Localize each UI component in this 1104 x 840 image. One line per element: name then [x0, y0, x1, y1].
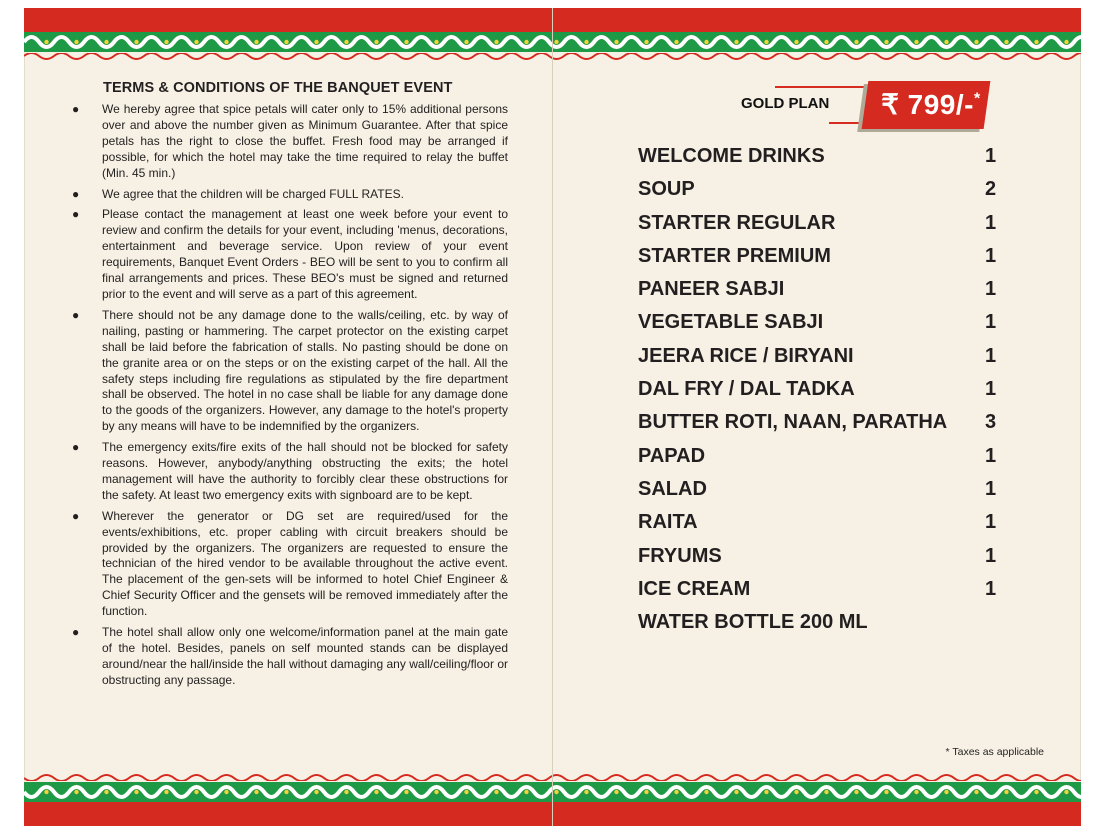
menu-row	[638, 344, 997, 378]
bullet-dot-icon: ●	[72, 508, 80, 523]
menu-item-name: VEGETABLE SABJI	[638, 311, 824, 334]
menu-item-name: RAITA	[638, 511, 698, 534]
menu-row	[638, 611, 913, 644]
terms-item	[68, 509, 508, 620]
menu-item-qty: 1	[985, 511, 997, 534]
menu-row	[638, 378, 997, 411]
menu-row	[638, 311, 997, 344]
menu-item-name: ICE CREAM	[638, 577, 751, 600]
menu-list	[638, 145, 997, 644]
menu-item-qty: 1	[985, 145, 997, 167]
menu-item-qty: 2	[985, 178, 997, 201]
menu-row	[638, 577, 997, 611]
price-value: ₹ 799/-	[881, 89, 974, 120]
menu-item-name: DAL FRY / DAL TADKA	[638, 378, 855, 401]
bullet-dot-icon: ●	[72, 307, 80, 322]
terms-item	[68, 440, 508, 504]
menu-row	[638, 477, 997, 511]
bullet-dot-icon: ●	[72, 207, 80, 222]
terms-item	[68, 625, 508, 689]
terms-item	[68, 308, 508, 435]
menu-item-qty: 1	[985, 211, 997, 234]
menu-item-qty: 1	[985, 278, 997, 301]
bullet-dot-icon: ●	[72, 440, 80, 455]
menu-item-qty: 1	[985, 477, 997, 500]
menu-item-name: SALAD	[638, 477, 707, 500]
menu-item-name: SOUP	[638, 178, 695, 201]
terms-title: TERMS & CONDITIONS OF THE BANQUET EVENT	[103, 80, 453, 96]
menu-item-name: BUTTER ROTI, NAAN, PARATHA	[638, 411, 948, 434]
menu-row	[638, 544, 997, 578]
menu-item-qty: 1	[985, 344, 997, 367]
terms-item	[68, 187, 508, 203]
menu-item-name: PANEER SABJI	[638, 278, 785, 301]
menu-item-qty: 1	[985, 378, 997, 401]
menu-row	[638, 278, 997, 311]
price-text	[881, 88, 981, 121]
menu-item-name: JEERA RICE / BIRYANI	[638, 344, 854, 367]
brochure-sheet	[24, 8, 1081, 826]
menu-item-qty: 1	[985, 544, 997, 567]
menu-item-name: STARTER REGULAR	[638, 211, 836, 234]
terms-item-text: We hereby agree that spice petals will cater only to 15% additional persons over and above the number given as Minimum Guarantee. After that spice petals has the right to close the buffet. Fresh food may be arranged if possible, for which the hotel may take the time required to relay the buffet (Min. 45 min.)	[102, 102, 508, 180]
menu-item-name: STARTER PREMIUM	[638, 244, 831, 267]
price-badge	[862, 81, 991, 129]
menu-item-qty: 1	[985, 444, 997, 467]
terms-item-text: Wherever the generator or DG set are required/used for the events/exhibitions, etc. proper cabling with circuit breakers should be provided by the organizers. The organizers are requested to ensure the technician of the hired vendor to be available throughout the active event. The placement of the gen-sets will be informed to hotel Chief Engineer & Chief Security Officer and the gensets will be removed immediately after the function.	[102, 508, 508, 619]
menu-panel	[553, 8, 1081, 826]
terms-item-text: The emergency exits/fire exits of the hall should not be blocked for safety reasons. However, anybody/anything obstructing the exits; the hotel management will have the authority to forcibly clear these obstructions for the safety. At least two emergency exits with signboard are to be kept.	[102, 440, 508, 502]
price-asterisk: *	[973, 90, 981, 108]
menu-row	[638, 178, 997, 211]
terms-item-text: The hotel shall allow only one welcome/information panel at the main gate of the hotel. Besides, panels on self mounted stands can be displayed around/near the hall/inside the hall without damaging any wall/ceiling/floor or obstructing any passage.	[102, 625, 508, 687]
terms-panel	[68, 80, 508, 694]
menu-row	[638, 411, 997, 444]
bullet-dot-icon: ●	[72, 625, 80, 640]
plan-header	[713, 80, 981, 142]
menu-row	[638, 444, 997, 478]
menu-row	[638, 511, 997, 544]
bullet-dot-icon: ●	[72, 102, 80, 116]
menu-item-qty: 1	[985, 577, 997, 600]
menu-item-qty: 1	[985, 244, 997, 267]
terms-item	[68, 102, 508, 182]
terms-item-text: Please contact the management at least one week before your event to review and confirm the details for your event, including 'menus, decorations, entertainment and beverage service. Upon review of your event requirements, Banquet Event Orders - BEO will be sent to you to confirm all final arrangements and prices. These BEO's must be signed and returned prior to the event and will serve as a part of this agreement.	[102, 207, 508, 301]
menu-item-name: FRYUMS	[638, 544, 722, 567]
bullet-dot-icon: ●	[72, 186, 80, 201]
menu-item-name: WELCOME DRINKS	[638, 145, 825, 167]
terms-item-text: We agree that the children will be charged FULL RATES.	[102, 186, 404, 201]
menu-item-qty: 3	[985, 411, 997, 434]
menu-row	[638, 211, 997, 245]
menu-item-name: PAPAD	[638, 444, 706, 467]
terms-list	[68, 102, 508, 689]
tax-footnote: * Taxes as applicable	[945, 746, 1044, 758]
menu-item-qty: 1	[985, 311, 997, 334]
menu-row	[638, 244, 997, 278]
plan-name: GOLD PLAN	[741, 95, 830, 112]
terms-item-text: There should not be any damage done to the walls/ceiling, etc. by way of nailing, pasting or hammering. The carpet protector on the existing carpet shall be laid before the fabrication of stalls. No pasting should be done on the granite area or on the steps or on the existing carpet of the hall. All the safety steps including fire regulations as stipulated by the fire department shall be observed. The hotel in no case shall be liable for any damage done to the goods of the organizers. However, any damage to the hotel's property by any means will have to be indemnified by the organizers.	[102, 307, 508, 434]
menu-item-name: WATER BOTTLE 200 ML	[638, 611, 868, 634]
menu-row	[638, 145, 997, 178]
plan-rule-top	[775, 86, 875, 88]
terms-item	[68, 207, 508, 302]
